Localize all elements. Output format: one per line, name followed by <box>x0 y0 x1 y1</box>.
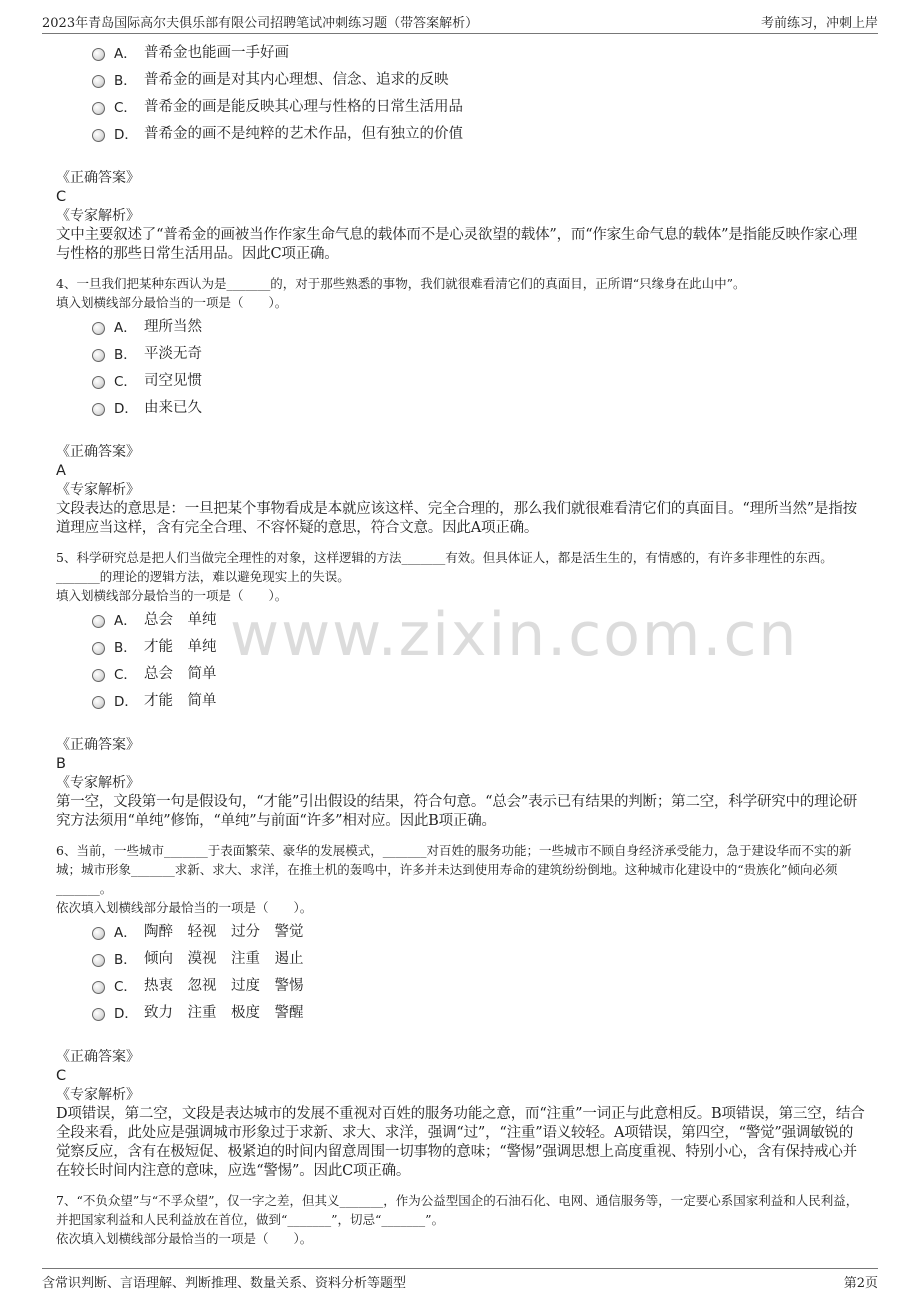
q4-question: 4、一旦我们把某种东西认为是_______的，对于那些熟悉的事物，我们就很难看清它们的真面目，正所谓“只缘身在此山中”。 <box>56 276 746 291</box>
radio-icon[interactable] <box>92 322 105 335</box>
option-letter: C． <box>114 666 137 683</box>
header-title: 2023年青岛国际高尔夫俱乐部有限公司招聘笔试冲刺练习题（带答案解析） <box>42 16 479 31</box>
q5-option-c[interactable] <box>92 659 866 686</box>
option-letter: C． <box>114 978 137 995</box>
q3-explanation: 文中主要叙述了“普希金的画被当作作家生命气息的载体而不是心灵欲望的载体”，而“作家生命气息的载体”是指能反映作家心理与性格的那些日常生活用品。因此C项正确。 <box>56 227 858 262</box>
q3-answer: C <box>56 189 67 205</box>
q7-instruction: 依次填入划横线部分最恰当的一项是（ ）。 <box>56 1231 313 1246</box>
watermark: www.zixin.com.cn <box>230 600 799 670</box>
q5-explanation: 第一空，文段第一句是假设句，“才能”引出假设的结果，符合句意。“总会”表示已有结果的判断；第二空，科学研究中的理论研究方法须用“单纯”修饰，“单纯”与前面“许多”相对应。因此B项正确。 <box>56 794 858 829</box>
radio-icon[interactable] <box>92 954 105 967</box>
option-letter: A． <box>114 612 137 629</box>
radio-icon[interactable] <box>92 696 105 709</box>
option-letter: B． <box>114 951 137 968</box>
option-text: 普希金也能画一手好画 <box>144 45 289 61</box>
q5-answer: B <box>56 756 66 772</box>
option-letter: A． <box>114 924 137 941</box>
header-divider <box>42 33 878 34</box>
expert-label: 《专家解析》 <box>56 1087 140 1103</box>
footer-topics: 含常识判断、言语理解、判断推理、数量关系、资料分析等题型 <box>42 1276 407 1291</box>
q4-option-c[interactable] <box>92 366 866 393</box>
option-text: 致力 注重 极度 警醒 <box>144 1005 304 1021</box>
radio-icon[interactable] <box>92 376 105 389</box>
q5-instruction: 填入划横线部分最恰当的一项是（ ）。 <box>56 588 288 603</box>
option-text: 倾向 漠视 注重 遏止 <box>144 951 304 967</box>
q6-option-b[interactable] <box>92 944 866 971</box>
q5-option-b[interactable] <box>92 632 866 659</box>
option-letter: D． <box>114 693 138 710</box>
radio-icon[interactable] <box>92 349 105 362</box>
expert-label: 《专家解析》 <box>56 208 140 224</box>
radio-icon[interactable] <box>92 927 105 940</box>
option-text: 普希金的画是对其内心理想、信念、追求的反映 <box>144 72 449 88</box>
q4-instruction: 填入划横线部分最恰当的一项是（ ）。 <box>56 295 288 310</box>
radio-icon[interactable] <box>92 102 105 115</box>
option-text: 才能 简单 <box>144 693 217 709</box>
radio-icon[interactable] <box>92 1008 105 1021</box>
answer-label: 《正确答案》 <box>56 444 140 460</box>
option-letter: B． <box>114 346 137 363</box>
document-body <box>56 38 866 1248</box>
q6-option-c[interactable] <box>92 971 866 998</box>
option-letter: C． <box>114 373 137 390</box>
q3-options <box>92 38 866 146</box>
q5-options <box>92 605 866 713</box>
option-text: 热衷 忽视 过度 警惕 <box>144 978 304 994</box>
expert-label: 《专家解析》 <box>56 482 140 498</box>
option-text: 普希金的画是能反映其心理与性格的日常生活用品 <box>144 99 463 115</box>
option-text: 平淡无奇 <box>144 346 202 362</box>
q4-answer: A <box>56 463 66 479</box>
option-letter: A． <box>114 45 137 62</box>
radio-icon[interactable] <box>92 642 105 655</box>
q6-instruction: 依次填入划横线部分最恰当的一项是（ ）。 <box>56 900 313 915</box>
q5-question: 5、科学研究总是把人们当做完全理性的对象，这样逻辑的方法_______有效。但具体证人，都是活生生的，有情感的，有许多非理性的东西。_______的理论的逻辑方法，难以避免现实上的失误。 <box>56 550 833 584</box>
q3-option-a[interactable] <box>92 38 866 65</box>
q6-option-a[interactable] <box>92 917 866 944</box>
option-text: 陶醉 轻视 过分 警觉 <box>144 924 304 940</box>
expert-label: 《专家解析》 <box>56 775 140 791</box>
footer-divider <box>42 1268 878 1269</box>
option-letter: B． <box>114 72 137 89</box>
q5-option-d[interactable] <box>92 686 866 713</box>
option-letter: D． <box>114 126 138 143</box>
option-letter: D． <box>114 400 138 417</box>
q6-question: 6、当前，一些城市_______于表面繁荣、豪华的发展模式，_______对百姓的服务功能；一些城市不顾自身经济承受能力，急于建设华而不实的新城；城市形象_______求新、求大、求洋，在推土机的轰鸣中，许多并未达到使用寿命的建筑纷纷倒地。这种城市化建设中的“贵族化”倾向必须_______。 <box>56 843 852 896</box>
answer-label: 《正确答案》 <box>56 170 140 186</box>
q3-option-d[interactable] <box>92 119 866 146</box>
radio-icon[interactable] <box>92 75 105 88</box>
page-header <box>42 10 878 32</box>
q7-question: 7、“不负众望”与“不孚众望”，仅一字之差，但其义_______，作为公益型国企的石油石化、电网、通信服务等，一定要心系国家利益和人民利益，并把国家利益和人民利益放在首位，做到“_______”，切忌“_______”。 <box>56 1193 859 1227</box>
header-slogan: 考前练习，冲刺上岸 <box>760 16 878 31</box>
radio-icon[interactable] <box>92 129 105 142</box>
option-text: 总会 单纯 <box>144 612 217 628</box>
q3-option-b[interactable] <box>92 65 866 92</box>
option-text: 普希金的画不是纯粹的艺术作品，但有独立的价值 <box>144 126 463 142</box>
q6-answer: C <box>56 1068 67 1084</box>
answer-label: 《正确答案》 <box>56 737 140 753</box>
radio-icon[interactable] <box>92 48 105 61</box>
q6-option-d[interactable] <box>92 998 866 1025</box>
page-number: 第2页 <box>843 1276 878 1291</box>
q3-option-c[interactable] <box>92 92 866 119</box>
q6-explanation: D项错误，第二空，文段是表达城市的发展不重视对百姓的服务功能之意，而“注重”一词正与此意相反。B项错误，第三空，结合全段来看，此处应是强调城市形象过于求新、求大、求洋，强调“过”，“注重”语义较轻。A项错误，第四空，“警觉”强调敏锐的觉察反应，含有在极短促、极紧迫的时间内留意周围一切事物的意味；“警惕”强调思想上高度重视、特别小心，含有保持戒心并在较长时间内注意的意味，应选“警惕”。因此C项正确。 <box>56 1106 865 1179</box>
radio-icon[interactable] <box>92 403 105 416</box>
radio-icon[interactable] <box>92 669 105 682</box>
q4-explanation: 文段表达的意思是：一旦把某个事物看成是本就应该这样、完全合理的，那么我们就很难看清它们的真面目。“理所当然”是指按道理应当这样，含有完全合理、不容怀疑的意思，符合文意。因此A项正确。 <box>56 501 857 536</box>
q6-options <box>92 917 866 1025</box>
option-text: 才能 单纯 <box>144 639 217 655</box>
q4-option-b[interactable] <box>92 339 866 366</box>
q4-option-a[interactable] <box>92 312 866 339</box>
radio-icon[interactable] <box>92 981 105 994</box>
radio-icon[interactable] <box>92 615 105 628</box>
option-letter: A． <box>114 319 137 336</box>
option-text: 司空见惯 <box>144 373 202 389</box>
answer-label: 《正确答案》 <box>56 1049 140 1065</box>
option-text: 总会 简单 <box>144 666 217 682</box>
option-letter: D． <box>114 1005 138 1022</box>
option-letter: C． <box>114 99 137 116</box>
q5-option-a[interactable] <box>92 605 866 632</box>
option-text: 由来已久 <box>144 400 202 416</box>
q4-option-d[interactable] <box>92 393 866 420</box>
q4-options <box>92 312 866 420</box>
option-text: 理所当然 <box>144 319 202 335</box>
option-letter: B． <box>114 639 137 656</box>
